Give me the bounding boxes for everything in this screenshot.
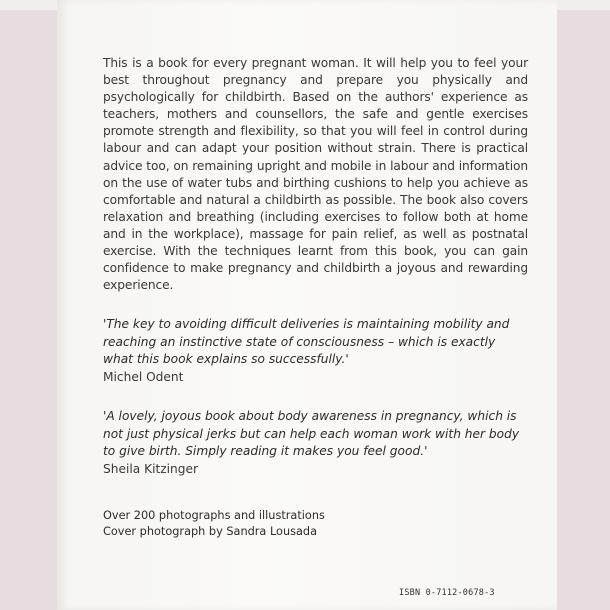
credits [103, 508, 528, 540]
review-quote-2 [103, 408, 528, 478]
review-quote-text: 'A lovely, joyous book about body awareness in pregnancy, which is not just physical jerks but can help each woman work with her body to give birth. Simply reading it makes you feel good.' [103, 409, 520, 459]
isbn-number: ISBN 0-7112-0678-3 [399, 588, 495, 598]
book-blurb: This is a book for every pregnant woman. It will help you to feel your best throughout pregnancy and prepare you physically and psychologically for childbirth. Based on the authors' experience as teachers, mothers and counsellors, the safe and gentle exercises promote strength and flexibility, so that you will feel in control during labour and can adapt your position without strain. There is practical advice too, on remaining upright and mobile in labour and information on the use of water tubs and birthing cushions to help you achieve as comfortable and natural a childbirth as possible. The book also covers relaxation and breathing (including exercises to follow both at home and in the workplace), massage for pain relief, as well as postnatal exercise. With the techniques learnt from this book, you can gain confidence to make pregnancy and childbirth a joyous and rewarding experience. [103, 56, 528, 293]
review-quote-author: Sheila Kitzinger [103, 461, 198, 476]
photo-credit-count: Over 200 photographs and illustrations [103, 509, 325, 523]
review-quote-1 [103, 316, 528, 386]
cover-photo-credit: Cover photograph by Sandra Lousada [103, 525, 318, 539]
cover-content [103, 55, 528, 540]
review-quote-author: Michel Odent [103, 369, 184, 384]
book-back-cover [57, 0, 557, 610]
review-quote-text: 'The key to avoiding difficult deliveries is maintaining mobility and reaching an instinctive state of consciousness – which is exactly what this book explains so successfully.' [103, 317, 510, 367]
